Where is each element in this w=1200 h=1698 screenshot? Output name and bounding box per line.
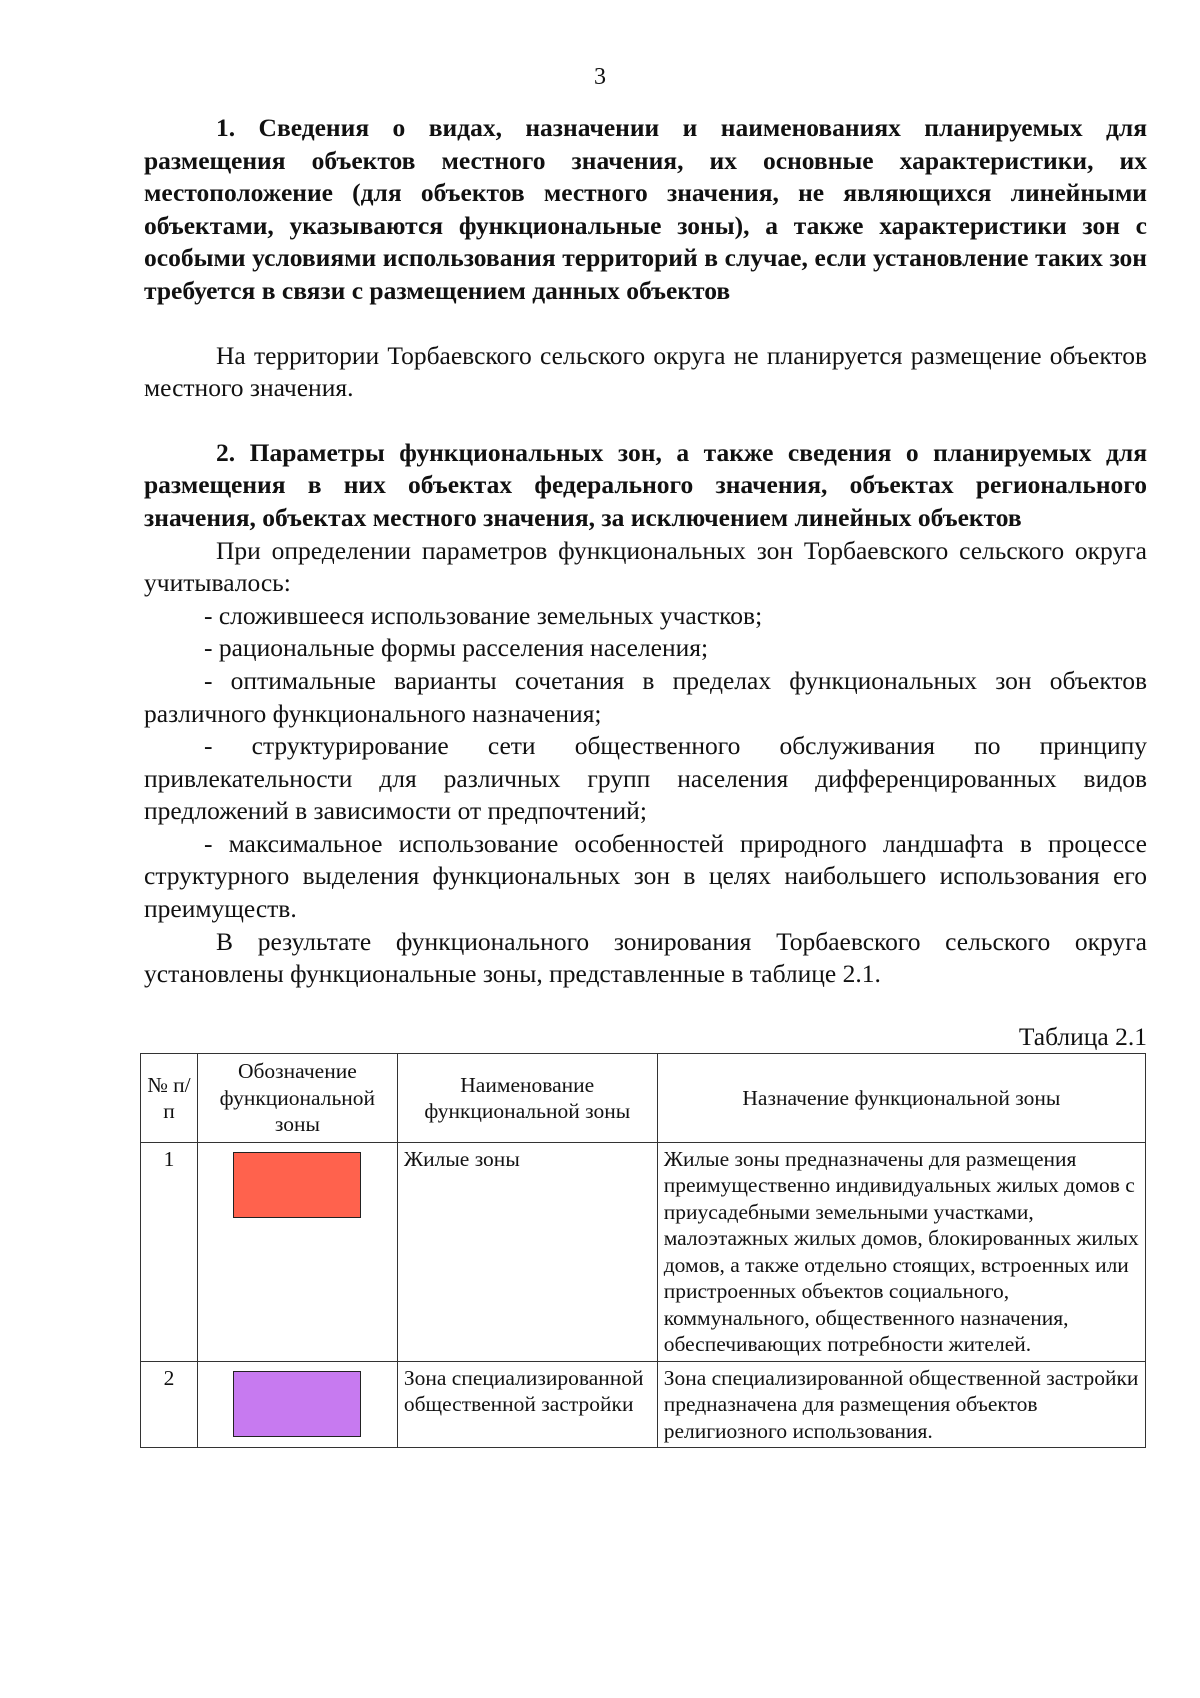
list-item: - максимальное использование особенностей природного ландшафта в процессе структурного выделения функциональных зон в целях наибольшего использования его преимуществ. [144,828,1147,924]
row-name: Жилые зоны [397,1142,657,1361]
row-num: 2 [141,1361,198,1448]
list-item: - сложившееся использование земельных участков; [204,600,763,630]
zone-color-swatch [233,1152,361,1218]
header-symbol: Обозначение функциональной зоны [197,1054,397,1143]
table-row [141,1142,1146,1361]
table-header-row [141,1054,1146,1143]
zone-color-swatch [233,1371,361,1437]
list-item: - оптимальные варианты сочетания в пределах функциональных зон объектов различного функционального назначения; [144,665,1147,728]
section-1-heading: 1. Сведения о видах, назначении и наименованиях планируемых для размещения объектов местного значения, их основные характеристики, их местоположение (для объектов местного значения, не являющихся линейными объектами, указываются функциональные зоны), а также характеристики зон с особыми условиями использования территорий в случае, если установление таких зон требуется в связи с размещением данных объектов [144,113,1147,305]
row-num: 1 [141,1142,198,1361]
row-name: Зона специализированной общественной застройки [397,1361,657,1448]
header-num: № п/п [141,1054,198,1143]
section-2-intro: При определении параметров функциональных зон Торбаевского сельского округа учитывалось: [144,535,1147,598]
list-item: - структурирование сети общественного обслуживания по принципу привлекательности для различных групп населения дифференцированных видов предложений в зависимости от предпочтений; [144,731,1147,826]
table-caption: Таблица 2.1 [1018,1021,1147,1051]
row-symbol [197,1142,397,1361]
list-item: - рациональные формы расселения населения; [204,633,709,663]
page-number: 3 [594,64,606,90]
header-name: Наименование функциональной зоны [397,1054,657,1143]
section-1-text: На территории Торбаевского сельского округа не планируется размещение объектов местного значения. [144,340,1147,403]
zones-table [140,1053,1146,1448]
page-content [144,112,1147,1448]
row-purpose: Зона специализированной общественной застройки предназначена для размещения объектов религиозного использования. [657,1361,1145,1448]
row-purpose: Жилые зоны предназначены для размещения преимущественно индивидуальных жилых домов с приусадебными земельными участками, малоэтажных жилых домов, блокированных жилых домов, а также отдельно стоящих, встроенных или пристроенных объектов социального, коммунального, общественного назначения, обеспечивающих потребности жителей. [657,1142,1145,1361]
header-purpose: Назначение функциональной зоны [657,1054,1145,1143]
section-2-result: В результате функционального зонирования Торбаевского сельского округа установлены функциональные зоны, представленные в таблице 2.1. [144,926,1147,989]
table-row [141,1361,1146,1448]
row-symbol [197,1361,397,1448]
section-2-heading: 2. Параметры функциональных зон, а также сведения о планируемых для размещения в них объектах федерального значения, объектах регионального значения, объектах местного значения, за исключением линейных объектов [144,437,1147,532]
